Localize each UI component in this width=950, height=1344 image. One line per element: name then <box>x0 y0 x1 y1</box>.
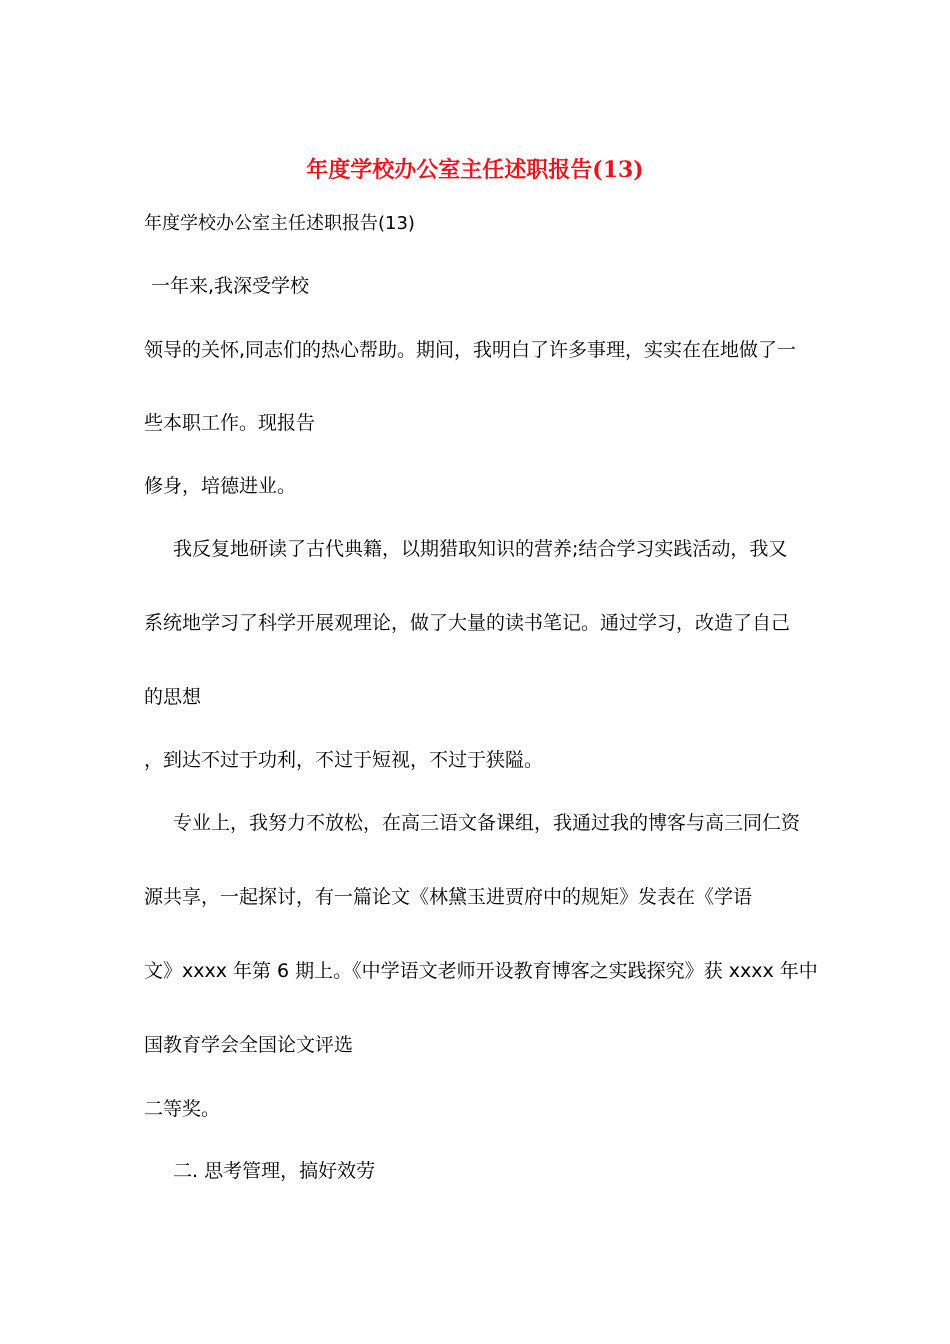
paragraph-line: 我反复地研读了古代典籍，以期猎取知识的营养;结合学习实践活动，我又 <box>173 538 788 560</box>
paragraph-line: 领导的关怀,同志们的热心帮助。期间，我明白了许多事理，实实在在地做了一 <box>144 339 797 361</box>
paragraph-line: 源共享，一起探讨，有一篇论文《林黛玉进贾府中的规矩》发表在《学语 <box>144 886 753 908</box>
section-heading-line: 二. 思考管理，搞好效劳 <box>173 1160 376 1182</box>
paragraph-line: 文》xxxx 年第 6 期上。《中学语文老师开设教育博客之实践探究》获 xxxx 年中 <box>144 960 818 982</box>
paragraph-line: 专业上，我努力不放松，在高三语文备课组，我通过我的博客与高三同仁资 <box>173 812 801 834</box>
paragraph-line: 系统地学习了科学开展观理论，做了大量的读书笔记。通过学习，改造了自己 <box>144 612 791 634</box>
document-title: 年度学校办公室主任述职报告(13) <box>306 157 644 183</box>
paragraph-line: 些本职工作。现报告 <box>144 412 316 434</box>
paragraph-line: 的思想 <box>144 686 202 708</box>
paragraph-line: ，到达不过于功利，不过于短视，不过于狭隘。 <box>144 749 544 771</box>
paragraph-line: 国教育学会全国论文评选 <box>144 1034 354 1056</box>
paragraph-line: 一年来,我深受学校 <box>151 275 310 297</box>
document-subtitle-line: 年度学校办公室主任述职报告(13) <box>144 213 415 234</box>
paragraph-line: 二等奖。 <box>144 1098 221 1120</box>
paragraph-line: 修身，培德进业。 <box>144 475 297 497</box>
